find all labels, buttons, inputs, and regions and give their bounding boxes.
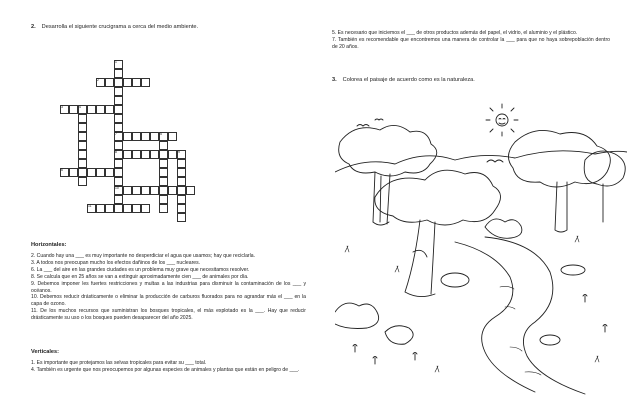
horizontal-clue-11: 11. De los muchos recursos que suministran los bosques tropicales, el más explotado es la ___. Hay que reducir drásticamente su uso o los bosques pueden desaparecer del año 2025. (31, 308, 306, 322)
landscape-drawing (335, 102, 627, 398)
bush-icon (385, 326, 413, 345)
crossword-number: 8 (115, 150, 117, 154)
crossword-cell[interactable] (168, 186, 177, 195)
crossword-cell[interactable] (114, 159, 123, 168)
crossword-cell[interactable] (177, 195, 186, 204)
horizontal-clue-6: 6. La ___ del aire en las grandes ciudades es un problema muy grave que necesitamos resolver. (31, 266, 250, 273)
crossword-number: 6 (61, 168, 63, 172)
crossword-cell[interactable] (132, 78, 141, 87)
crossword-cell[interactable] (78, 150, 87, 159)
crossword-cell[interactable] (159, 177, 168, 186)
crossword-number: 5 (160, 132, 162, 136)
crossword-cell[interactable] (78, 123, 87, 132)
crossword-cell[interactable] (114, 168, 123, 177)
crossword-cell[interactable] (159, 195, 168, 204)
crossword-number: 1 (115, 60, 117, 64)
crossword-cell[interactable] (159, 141, 168, 150)
birds-icon (357, 119, 383, 126)
bush-icon (485, 219, 522, 238)
crossword-cell[interactable] (150, 150, 159, 159)
crossword-cell[interactable] (132, 186, 141, 195)
crossword-cell[interactable] (141, 204, 150, 213)
question-3-number: 3. (332, 77, 337, 83)
crossword-cell[interactable] (114, 141, 123, 150)
right-clues (332, 30, 610, 51)
bird-icon (487, 160, 503, 162)
tree-icon (508, 130, 610, 232)
question-2-text: Desarrolla el siguiente crucigrama a cerca del medio ambiente. (41, 24, 199, 30)
verticales-list (31, 360, 306, 374)
crossword-cell[interactable] (114, 123, 123, 132)
tree-icon (584, 151, 625, 222)
crossword-cell[interactable] (159, 204, 168, 213)
crossword-cell[interactable] (150, 132, 159, 141)
crossword-cell[interactable] (159, 150, 168, 159)
crossword-cell[interactable] (123, 186, 132, 195)
rock-icon (561, 265, 585, 275)
crossword-cell[interactable] (177, 213, 186, 222)
crossword-cell[interactable] (78, 168, 87, 177)
crossword-cell[interactable] (141, 78, 150, 87)
crossword-number: 7 (115, 132, 117, 136)
question-2-title (31, 24, 198, 31)
crossword-cell[interactable] (96, 105, 105, 114)
verticales-heading: Verticales: (31, 349, 59, 355)
crossword-cell[interactable] (78, 159, 87, 168)
crossword-cell[interactable] (105, 204, 114, 213)
crossword-cell[interactable] (141, 150, 150, 159)
horizontales-list (31, 253, 306, 322)
crossword-cell[interactable] (78, 141, 87, 150)
vertical-clue-1: 1. Es importante que protejamos las selvas tropicales para evitar su ___ total. (31, 360, 207, 366)
crossword-cell[interactable] (114, 96, 123, 105)
crossword-cell[interactable] (177, 186, 186, 195)
crossword-grid (60, 60, 220, 220)
crossword-number: 10 (115, 186, 119, 190)
crossword-cell[interactable] (78, 114, 87, 123)
crossword-cell[interactable] (96, 204, 105, 213)
crossword-cell[interactable] (141, 186, 150, 195)
crossword-cell[interactable] (123, 150, 132, 159)
crossword-cell[interactable] (114, 69, 123, 78)
tree-icon (375, 170, 501, 296)
sun-icon (486, 104, 518, 136)
crossword-cell[interactable] (159, 159, 168, 168)
crossword-number: 2 (97, 78, 99, 82)
crossword-cell[interactable] (69, 105, 78, 114)
horizontal-clue-10: 10. Debemos reducir drásticamente o eliminar la producción de carburos fluorados para no agrandar más el ___ en la capa de ozono. (31, 294, 306, 308)
crossword-cell[interactable] (114, 177, 123, 186)
horizontal-clue-7: 7. También es recomendable que encontremos una manera de controlar la ___ para que no haya sobrepoblación dentro de 20 años. (332, 36, 610, 50)
crossword-cell[interactable] (168, 150, 177, 159)
question-2-number: 2. (31, 24, 36, 30)
river (455, 242, 535, 392)
crossword-cell[interactable] (105, 105, 114, 114)
question-3-title (332, 77, 475, 84)
crossword-cell[interactable] (78, 177, 87, 186)
question-3-text: Colorea el paisaje de acuerdo como es la naturaleza. (342, 77, 475, 83)
crossword-cell[interactable] (114, 105, 123, 114)
crossword-cell[interactable] (177, 159, 186, 168)
crossword-number: 11 (88, 204, 92, 208)
crossword-number: 4 (79, 105, 81, 109)
crossword-cell[interactable] (87, 105, 96, 114)
flowers (353, 295, 607, 365)
crossword-cell[interactable] (114, 195, 123, 204)
crossword-cell[interactable] (132, 204, 141, 213)
horizontales-heading: Horizontales: (31, 242, 67, 248)
rock-icon (441, 273, 469, 287)
crossword-cell[interactable] (168, 132, 177, 141)
crossword-number: 9 (178, 150, 180, 154)
crossword-cell[interactable] (123, 132, 132, 141)
crossword-cell[interactable] (114, 204, 123, 213)
crossword-cell[interactable] (177, 177, 186, 186)
crossword-cell[interactable] (132, 132, 141, 141)
crossword-cell[interactable] (105, 78, 114, 87)
crossword-number: 3 (61, 105, 63, 109)
crossword-cell[interactable] (150, 186, 159, 195)
hills (335, 151, 627, 172)
crossword-cell[interactable] (159, 186, 168, 195)
horizontal-clue-2: 2. Cuando hay una ___ es muy importante no desperdiciar el agua que usamos; hay que reciclarla. (31, 253, 255, 259)
crossword-cell[interactable] (132, 150, 141, 159)
crossword-cell[interactable] (177, 168, 186, 177)
crossword-cell[interactable] (177, 204, 186, 213)
rock-icon (540, 335, 560, 345)
horizontal-clue-9: 9. Debemos imponer les fuertes restricciones y multas a las industrias para disminuir la contaminación de los ___ y océanos. (31, 280, 306, 294)
crossword-cell[interactable] (105, 168, 114, 177)
crossword-cell[interactable] (114, 114, 123, 123)
crossword-cell[interactable] (186, 186, 195, 195)
crossword-cell[interactable] (141, 132, 150, 141)
crossword-cell[interactable] (123, 204, 132, 213)
bush-icon (335, 303, 379, 328)
horizontal-clue-8: 8. Se calcula que en 25 años se van a extinguir aproximadamente cien ___ de animales por día. (31, 273, 249, 280)
crossword-cell[interactable] (114, 78, 123, 87)
horizontal-clue-5: 5. Es necesario que iniciemos el ___ de otros productos además del papel, el vidrio, el aluminio y el plástico. (332, 30, 578, 36)
crossword-cell[interactable] (159, 168, 168, 177)
tree-icon (339, 125, 437, 225)
crossword-cell[interactable] (96, 168, 105, 177)
vertical-clue-4: 4. También es urgente que nos preocupemos por algunas especies de animales y plantas que están en peligro de ___. (31, 366, 300, 373)
crossword-cell[interactable] (114, 87, 123, 96)
crossword-cell[interactable] (87, 168, 96, 177)
crossword-cell[interactable] (123, 78, 132, 87)
horizontal-clue-3: 3. A todos nos preocupan mucho los efectos dañinos de los ___ nucleares. (31, 259, 201, 266)
crossword-cell[interactable] (69, 168, 78, 177)
crossword-cell[interactable] (78, 132, 87, 141)
